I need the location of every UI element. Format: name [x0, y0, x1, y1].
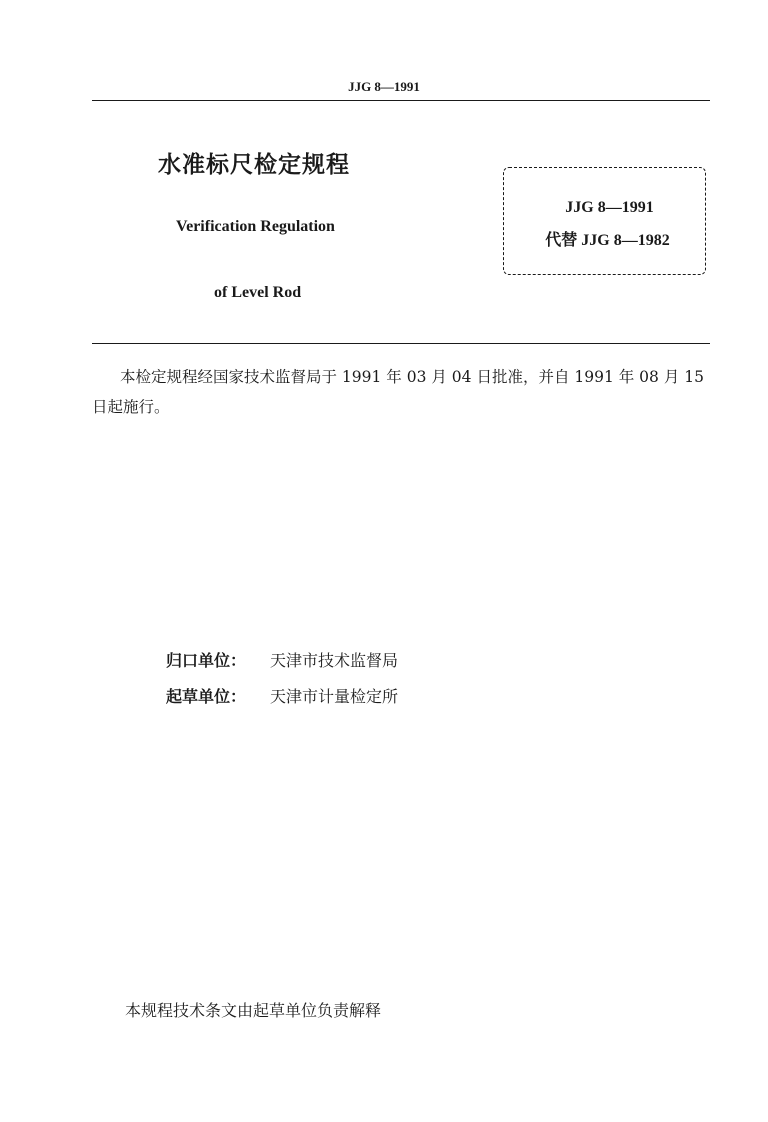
running-header: JJG 8—1991 — [348, 79, 420, 94]
unit-row-responsible — [166, 648, 398, 671]
title-chinese: 水准标尺检定规程 — [158, 152, 350, 178]
section-rule — [92, 343, 710, 344]
approval-statement: 本检定规程经国家技术监督局于 1991 年 03 月 04 日批准，并自 1991 年 08 月 15 日起施行。 — [92, 368, 704, 416]
interpretation-note: 本规程技术条文由起草单位负责解释 — [125, 1001, 382, 1020]
top-rule — [92, 100, 710, 101]
title-english-line1: Verification Regulation — [176, 218, 335, 235]
unit-value: 天津市技术监督局 — [270, 651, 399, 670]
standard-code: JJG 8—1991 — [565, 199, 654, 216]
replaces-code: 代替 JJG 8—1982 — [545, 232, 670, 249]
unit-label: 归口单位： — [166, 651, 247, 670]
title-english-line2: of Level Rod — [214, 284, 302, 301]
standard-code-box — [503, 167, 706, 275]
unit-value: 天津市计量检定所 — [270, 687, 399, 706]
unit-label: 起草单位： — [166, 687, 247, 706]
unit-row-drafting — [166, 684, 398, 707]
